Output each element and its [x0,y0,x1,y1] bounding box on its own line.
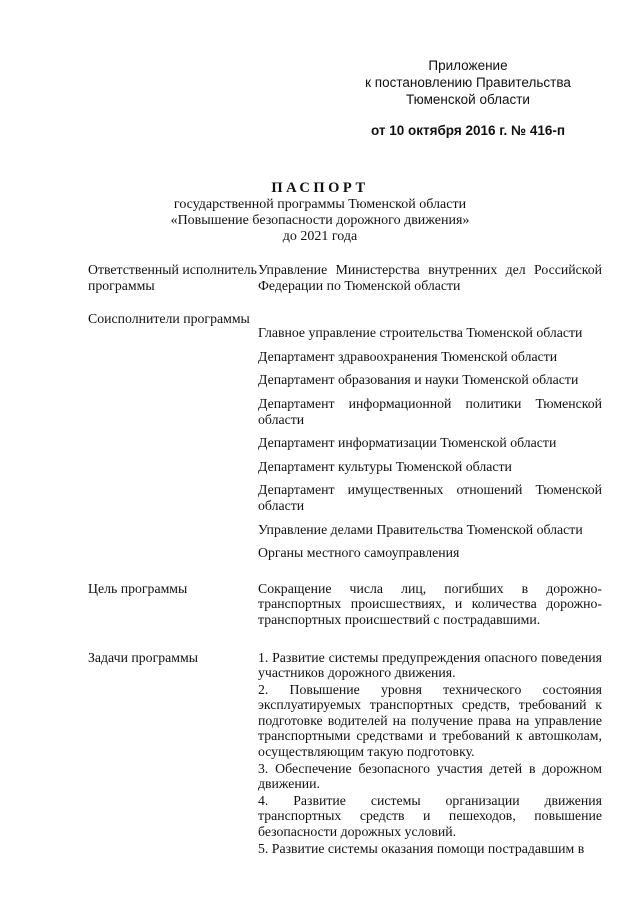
passport-title [0,180,640,245]
list-item: 1. Развитие системы предупреждения опасного поведения участников дорожного движения. [258,649,602,681]
annex-header [348,57,588,139]
list-item: 5. Развитие системы оказания помощи пострадавшим в [258,840,585,856]
title-caption: ПАСПОРТ [271,180,369,196]
list-item: Департамент культуры Тюменской области [258,458,512,474]
row-label: Ответственный исполнитель программы [88,262,257,293]
row-coexecutors [88,311,602,569]
title-line: государственной программы Тюменской области [173,197,467,212]
list-item: 4. Развитие системы организации движения транспортных средств и пешеходов, повышение безопасности дорожных условий. [258,792,602,840]
row-label: Цель программы [88,580,188,596]
row-label: Соисполнители программы [88,311,250,327]
list-item: Департамент здравоохранения Тюменской области [258,348,558,364]
list-item: Департамент имущественных отношений Тюменской области [258,482,602,513]
title-line: до 2021 года [282,229,358,244]
annex-line: Приложение [428,58,508,73]
list-item: Департамент образования и науки Тюменской области [258,372,579,388]
annex-line: к постановлению Правительства [365,75,571,90]
list-item: 3. Обеспечение безопасного участия детей в дорожном движении. [258,760,602,792]
row-label: Задачи программы [88,649,198,665]
list-item: Органы местного самоуправления [258,545,460,561]
list-item: 2. Повышение уровня технического состояния эксплуатируемых транспортных средств, требований к подготовке водителей на получение права на управление транспортными средствами и требований к автошколам, осуществляющим такую подготовку. [258,681,602,760]
title-line: «Повышение безопасности дорожного движения» [170,213,470,228]
list-item: Департамент информационной политики Тюменской области [258,395,602,427]
row-value: Управление Министерства внутренних дел Российской Федерации по Тюменской области [258,262,602,293]
row-goal [88,581,602,628]
coexecutor-list [258,311,602,569]
task-list [258,650,602,858]
list-item: Департамент информатизации Тюменской области [258,435,557,451]
list-item: Главное управление строительства Тюменской области [258,325,583,341]
annex-date: от 10 октября 2016 г. № 416-п [370,123,566,138]
row-value: Сокращение числа лиц, погибших в дорожно-транспортных происшествиях, и количества дорожно-транспортных происшествий с пострадавшими. [258,580,602,627]
list-item: Управление делами Правительства Тюменской области [258,521,583,537]
row-tasks [88,650,602,858]
row-executor [88,262,602,293]
passport-table [88,262,602,857]
annex-line: Тюменской области [406,92,530,107]
